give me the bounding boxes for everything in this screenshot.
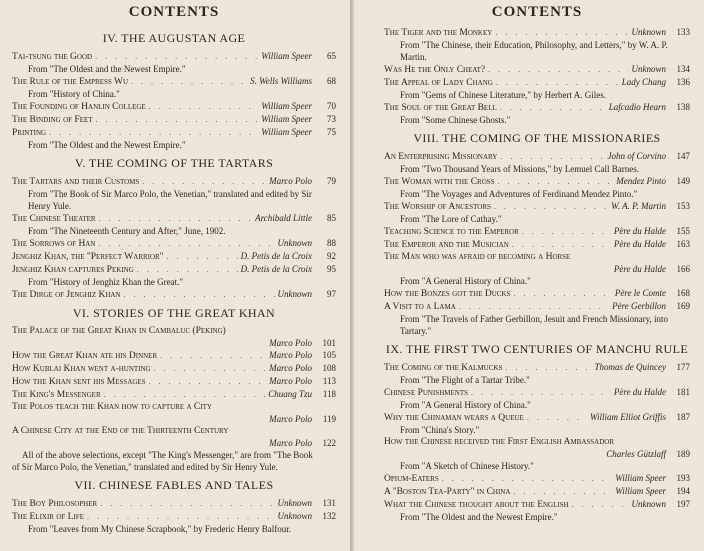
entry-title: Tai-tsung the Good bbox=[12, 52, 93, 62]
toc-entry bbox=[384, 251, 690, 287]
entry-title: The Boy Philosopher bbox=[12, 499, 98, 509]
entry-page: 189 bbox=[676, 449, 690, 459]
entry-author: Unknown bbox=[631, 27, 666, 37]
entry-page: 197 bbox=[676, 499, 690, 509]
entry-title: The Sorrows of Han bbox=[12, 239, 96, 249]
entry-author: William Elliot Griffis bbox=[589, 412, 666, 422]
entry-author: Marco Polo bbox=[269, 176, 312, 186]
toc-entry bbox=[384, 101, 690, 126]
entry-title: How the Great Khan ate his Dinner bbox=[12, 351, 158, 361]
entry-author: S. Wells Williams bbox=[250, 76, 312, 86]
entry-page: 101 bbox=[322, 338, 336, 348]
entry-page: 85 bbox=[327, 213, 336, 223]
section-heading: VI. STORIES OF THE GREAT KHAN bbox=[72, 306, 276, 320]
entry-page: 119 bbox=[322, 414, 336, 424]
entry-page: 105 bbox=[322, 350, 336, 360]
entry-page: 147 bbox=[676, 151, 690, 161]
section-note: All of the above selections, except "The King's Messenger," are from "The Book of Sir Marco Polo, the Venetian," translated and edited by Sir Henry Yule. bbox=[12, 450, 313, 472]
entry-title: An Enterprising Missionary bbox=[384, 152, 498, 162]
entry-page: 95 bbox=[327, 264, 336, 274]
toc-entry bbox=[12, 401, 336, 425]
entry-page: 153 bbox=[676, 201, 690, 211]
toc-entry bbox=[384, 26, 690, 63]
toc-entry bbox=[12, 237, 336, 250]
entry-source: From "The Oldest and the Newest Empire." bbox=[400, 512, 558, 522]
entry-page: 138 bbox=[676, 102, 690, 112]
toc-entry bbox=[12, 50, 336, 75]
section-heading: VIII. THE COMING OF THE MISSIONARIES bbox=[413, 131, 661, 145]
entry-title: How the Khan sent his Messages bbox=[12, 377, 146, 387]
entry-title: The Tartars and their Customs bbox=[12, 177, 140, 187]
entry-page: 113 bbox=[322, 376, 336, 386]
entry-author: Unknown bbox=[277, 238, 312, 248]
entry-author: Marco Polo bbox=[269, 363, 312, 373]
entry-title: The Founding of Hanlin College bbox=[12, 102, 146, 112]
entry-author: Charles Gützlaff bbox=[606, 449, 666, 459]
toc-entry bbox=[12, 497, 336, 510]
toc-entry bbox=[12, 388, 336, 401]
entry-author: Père du Halde bbox=[613, 387, 666, 397]
entry-title: Why the Chinaman wears a Queue bbox=[384, 413, 524, 423]
entry-author: William Speer bbox=[615, 473, 666, 483]
toc-entry bbox=[12, 263, 336, 288]
entry-source: From "Some Chinese Ghosts." bbox=[400, 115, 511, 125]
entry-title: What the Chinese thought about the English bbox=[384, 500, 569, 510]
toc-entry bbox=[12, 212, 336, 237]
entry-source: From "The Flight of a Tartar Tribe." bbox=[400, 375, 530, 385]
entry-page: 194 bbox=[676, 486, 690, 496]
entry-source: From "History of Jenghiz Khan the Great." bbox=[28, 277, 184, 287]
entry-page: 68 bbox=[327, 76, 336, 86]
entry-source: From "The Travels of Father Gerbillon, Jesuit and French Missionary, into Tartary." bbox=[400, 314, 669, 336]
toc-entry bbox=[384, 225, 690, 238]
entry-page: 97 bbox=[327, 289, 336, 299]
entry-author: Lafcadio Hearn bbox=[608, 102, 666, 112]
entry-title: Printing bbox=[12, 128, 47, 138]
section-heading: V. THE COMING OF THE TARTARS bbox=[74, 156, 274, 170]
entry-page: 118 bbox=[322, 389, 336, 399]
entry-page: 155 bbox=[676, 226, 690, 236]
entry-author: Archibald Little bbox=[255, 213, 312, 223]
entry-source: From "A Sketch of Chinese History." bbox=[400, 461, 534, 471]
entry-author: Unknown bbox=[277, 498, 312, 508]
entry-source: From "The Nineteenth Century and After," June, 1902. bbox=[28, 226, 226, 236]
entry-page: 166 bbox=[676, 264, 690, 274]
page-title: CONTENTS bbox=[128, 4, 220, 20]
entry-title: The Binding of Feet bbox=[12, 115, 93, 125]
entry-page: 79 bbox=[327, 176, 336, 186]
entry-page: 132 bbox=[322, 511, 336, 521]
toc-entry bbox=[384, 238, 690, 251]
section-heading: IX. THE FIRST TWO CENTURIES OF MANCHU RULE bbox=[385, 342, 689, 356]
toc-entry bbox=[12, 325, 336, 349]
toc-entry bbox=[384, 411, 690, 436]
entry-title: Chinese Punishments bbox=[384, 388, 468, 398]
entry-page: 73 bbox=[327, 114, 336, 124]
toc-entry bbox=[12, 375, 336, 388]
entry-author: Père du Halde bbox=[613, 226, 666, 236]
toc-entry bbox=[12, 425, 336, 449]
entry-author: John of Corvino bbox=[607, 151, 666, 161]
entry-author: William Speer bbox=[615, 486, 666, 496]
entry-author: Unknown bbox=[277, 511, 312, 521]
toc-entry bbox=[12, 250, 336, 263]
entry-title: The Coming of the Kalmucks bbox=[384, 363, 503, 373]
entry-page: 149 bbox=[676, 176, 690, 186]
entry-source: From "The Oldest and the Newest Empire." bbox=[28, 140, 186, 150]
entry-author: Chuang Tzu bbox=[268, 389, 312, 399]
entry-title: Teaching Science to the Emperor bbox=[384, 227, 519, 237]
entry-title: The Emperor and the Musician bbox=[384, 240, 509, 250]
entry-author: Thomas de Quincey bbox=[594, 362, 666, 372]
entry-title: The Soul of the Great Bell bbox=[384, 103, 497, 113]
toc-entry bbox=[384, 436, 690, 472]
entry-author: D. Petis de la Croix bbox=[240, 251, 312, 261]
page-title: CONTENTS bbox=[491, 4, 583, 20]
entry-author: W. A. P. Martin bbox=[611, 201, 666, 211]
entry-title: The Appeal of Lady Chang bbox=[384, 78, 493, 88]
entry-author: Unknown bbox=[277, 289, 312, 299]
entry-page: 108 bbox=[322, 363, 336, 373]
entry-source: From "China's Story." bbox=[400, 425, 480, 435]
entry-page: 177 bbox=[676, 362, 690, 372]
toc-entry bbox=[384, 150, 690, 175]
entry-author: Marco Polo bbox=[269, 338, 312, 348]
entry-title: The Polos teach the Khan how to capture a City bbox=[12, 402, 212, 412]
toc-entry bbox=[12, 362, 336, 375]
entry-author: D. Petis de la Croix bbox=[240, 264, 312, 274]
entry-title: The Rule of the Empress Wu bbox=[12, 77, 129, 87]
entry-title: How the Chinese received the First English Ambassador bbox=[384, 437, 615, 447]
entry-author: Père le Comte bbox=[614, 288, 666, 298]
section-heading: IV. THE AUGUSTAN AGE bbox=[102, 31, 246, 45]
toc-entry bbox=[384, 472, 690, 485]
entry-title: Jenghiz Khan, the "Perfect Warrior" bbox=[12, 252, 164, 262]
entry-title: The King's Messenger bbox=[12, 390, 101, 400]
entry-source: From "Two Thousand Years of Missions," by Lemuel Call Barnes. bbox=[400, 164, 640, 174]
entry-author: Père Gerbillon bbox=[612, 301, 666, 311]
entry-page: 169 bbox=[676, 301, 690, 311]
entry-page: 168 bbox=[676, 288, 690, 298]
toc-entry bbox=[12, 126, 336, 151]
entry-source: From "The Voyages and Adventures of Ferdinand Mendez Pinto." bbox=[400, 189, 638, 199]
right-page bbox=[354, 0, 704, 551]
toc-entry bbox=[12, 75, 336, 100]
toc-entry bbox=[12, 288, 336, 301]
entry-title: The Chinese Theater bbox=[12, 214, 96, 224]
entry-title: A "Boston Tea-Party" in China bbox=[384, 487, 511, 497]
entry-source: From "Gems of Chinese Literature," by Herbert A. Giles. bbox=[400, 90, 607, 100]
entry-author: Marco Polo bbox=[269, 350, 312, 360]
entry-page: 163 bbox=[676, 239, 690, 249]
entry-author: Marco Polo bbox=[269, 438, 312, 448]
toc-entry bbox=[12, 349, 336, 362]
entry-title: A Visit to a Lama bbox=[384, 302, 456, 312]
entry-author: Lady Chang bbox=[621, 77, 666, 87]
entry-source: From "Leaves from My Chinese Scrapbook," by Frederic Henry Balfour. bbox=[28, 524, 292, 534]
entry-author: Marco Polo bbox=[269, 376, 312, 386]
entry-author: William Speer bbox=[261, 127, 312, 137]
entry-source: From "The Oldest and the Newest Empire." bbox=[28, 64, 186, 74]
entry-source: From "History of China." bbox=[28, 89, 120, 99]
entry-source: From "A General History of China." bbox=[400, 276, 531, 286]
toc-entry bbox=[12, 113, 336, 126]
toc-entry bbox=[384, 175, 690, 200]
entry-author: Unknown bbox=[631, 64, 666, 74]
toc-entry bbox=[12, 175, 336, 212]
entry-author: Père du Halde bbox=[613, 239, 666, 249]
toc-entry bbox=[384, 287, 690, 300]
entry-title: The Elixir of Life bbox=[12, 512, 84, 522]
toc-entry bbox=[384, 200, 690, 225]
entry-title: Opium-Eaters bbox=[384, 474, 439, 484]
entry-source: From "A General History of China." bbox=[400, 400, 531, 410]
entry-page: 122 bbox=[322, 438, 336, 448]
entry-page: 70 bbox=[327, 101, 336, 111]
entry-page: 187 bbox=[676, 412, 690, 422]
entry-author: Unknown bbox=[631, 499, 666, 509]
toc-entry bbox=[12, 510, 336, 535]
entry-page: 88 bbox=[327, 238, 336, 248]
entry-page: 136 bbox=[676, 77, 690, 87]
entry-page: 181 bbox=[676, 387, 690, 397]
entry-title: How the Bonzes got the Ducks bbox=[384, 289, 511, 299]
entry-source: From "The Lore of Cathay." bbox=[400, 214, 502, 224]
entry-author: Père du Halde bbox=[613, 264, 666, 274]
toc-entry bbox=[384, 386, 690, 411]
entry-title: The Worship of Ancestors bbox=[384, 202, 491, 212]
toc-entry bbox=[12, 100, 336, 113]
entry-title: The Palace of the Great Khan in Cambaluc (Peking) bbox=[12, 326, 226, 336]
left-page bbox=[0, 0, 350, 551]
entry-author: William Speer bbox=[261, 51, 312, 61]
entry-page: 193 bbox=[676, 473, 690, 483]
entry-title: The Woman with the Cross bbox=[384, 177, 495, 187]
toc-entry bbox=[384, 361, 690, 386]
entry-author: William Speer bbox=[261, 114, 312, 124]
entry-page: 133 bbox=[676, 27, 690, 37]
section-heading: VII. CHINESE FABLES AND TALES bbox=[74, 478, 274, 492]
entry-author: William Speer bbox=[261, 101, 312, 111]
entry-title: Jenghiz Khan captures Peking bbox=[12, 265, 134, 275]
entry-page: 131 bbox=[322, 498, 336, 508]
entry-author: Mendez Pinto bbox=[616, 176, 666, 186]
entry-source: From "The Book of Sir Marco Polo, the Venetian," translated and edited by Sir Henry Yule. bbox=[28, 189, 312, 211]
entry-author: Marco Polo bbox=[269, 414, 312, 424]
entry-title: Was He the Only Cheat? bbox=[384, 65, 486, 75]
entry-title: A Chinese City at the End of the Thirteenth Century bbox=[12, 426, 229, 436]
entry-page: 65 bbox=[327, 51, 336, 61]
toc-entry bbox=[384, 76, 690, 101]
toc-entry bbox=[384, 63, 690, 76]
entry-title: How Kublai Khan went a-hunting bbox=[12, 364, 151, 374]
toc-entry bbox=[384, 300, 690, 337]
entry-page: 92 bbox=[327, 251, 336, 261]
entry-source: From "The Chinese, their Education, Philosophy, and Letters," by W. A. P. Martin. bbox=[400, 40, 668, 62]
entry-page: 134 bbox=[676, 64, 690, 74]
entry-title: The Dirge of Jenghiz Khan bbox=[12, 290, 121, 300]
toc-entry bbox=[384, 485, 690, 498]
entry-page: 75 bbox=[327, 127, 336, 137]
toc-entry bbox=[384, 498, 690, 523]
entry-title: The Tiger and the Monkey bbox=[384, 28, 493, 38]
entry-title: The Man who was afraid of becoming a Horse bbox=[384, 252, 571, 262]
